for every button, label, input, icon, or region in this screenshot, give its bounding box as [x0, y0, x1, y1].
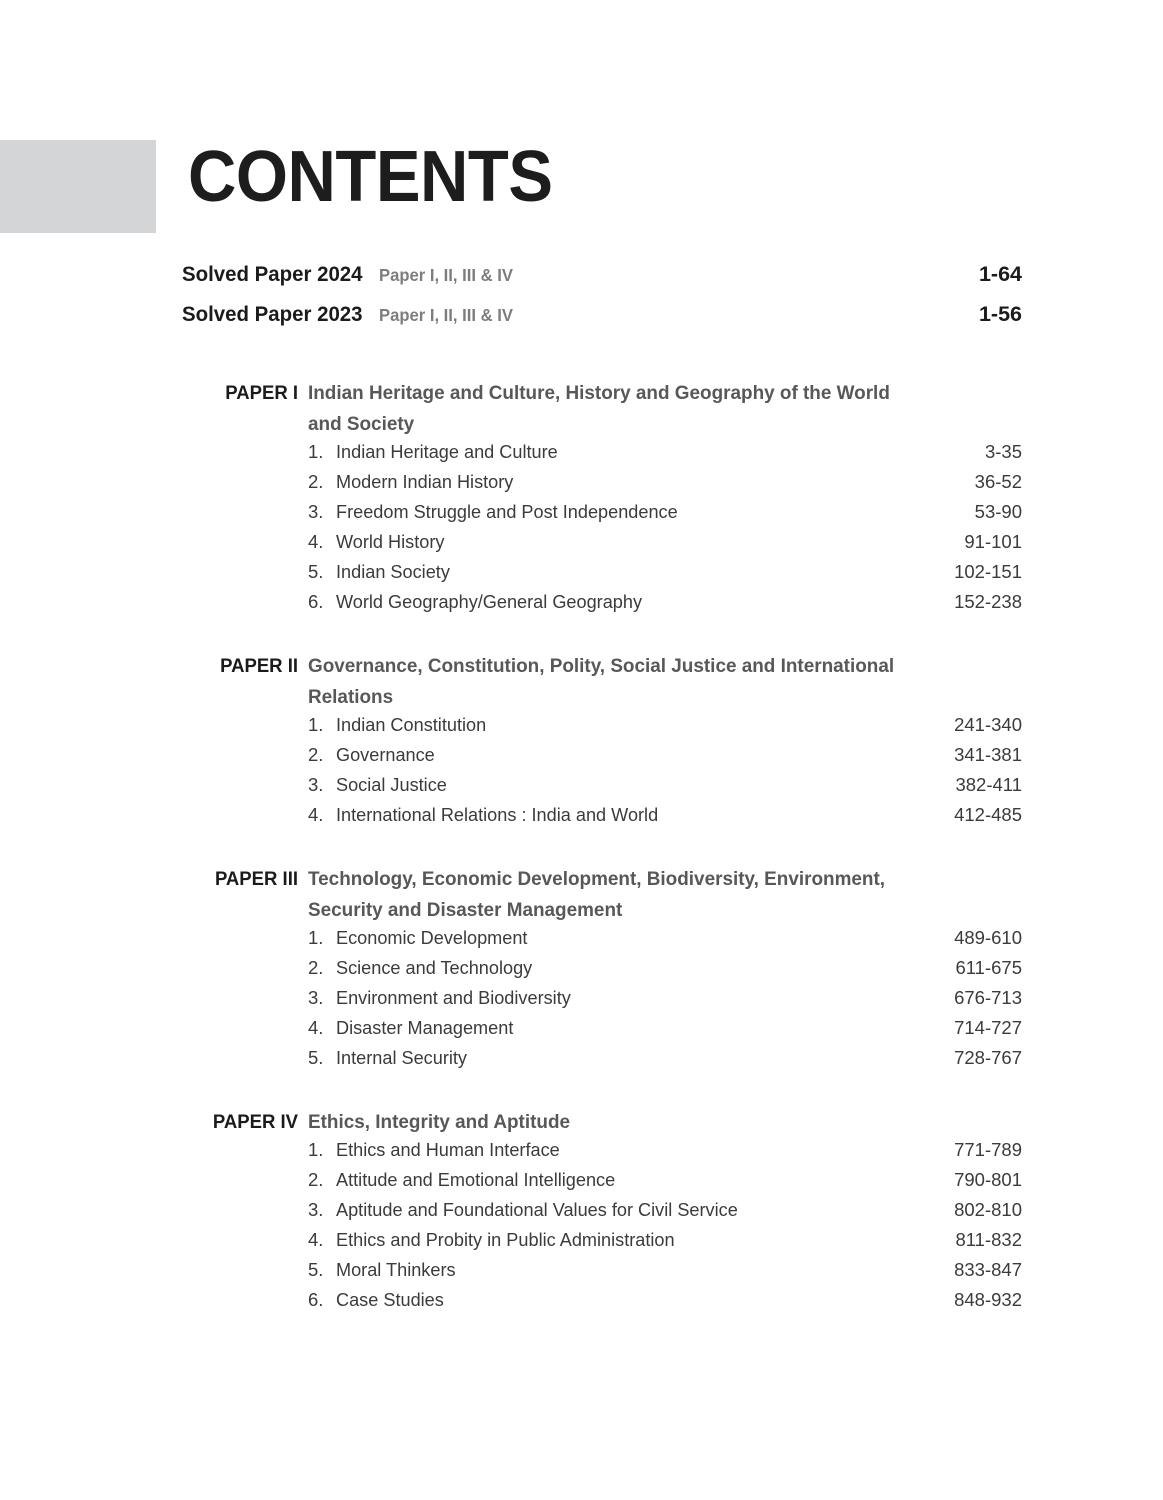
chapter-row[interactable]	[182, 1047, 1022, 1077]
chapter-row[interactable]	[182, 957, 1022, 987]
solved-paper-title: Solved Paper 2023	[182, 302, 363, 326]
chapter-pages: 152-238	[954, 591, 1022, 612]
chapter-name: Science and Technology	[336, 957, 533, 978]
chapter-name: Ethics and Human Interface	[336, 1139, 560, 1160]
chapter-pages: 802-810	[954, 1199, 1022, 1220]
solved-paper-pages: 1-56	[978, 302, 1022, 326]
chapter-row[interactable]	[182, 714, 1022, 744]
chapter-number: 5.	[308, 1259, 324, 1280]
chapter-pages: 771-789	[954, 1139, 1022, 1160]
chapter-pages: 102-151	[954, 561, 1022, 582]
paper-section-4	[182, 1107, 1022, 1319]
chapter-number: 4.	[308, 1017, 324, 1038]
chapter-name: World Geography/General Geography	[336, 591, 643, 612]
chapter-pages: 811-832	[955, 1229, 1022, 1250]
chapter-row[interactable]	[182, 1229, 1022, 1259]
chapter-row[interactable]	[182, 1259, 1022, 1289]
chapter-pages: 53-90	[974, 501, 1022, 522]
solved-paper-subtitle: Paper I, II, III & IV	[379, 265, 514, 285]
paper-label: PAPER IV	[212, 1111, 298, 1133]
chapter-name: Aptitude and Foundational Values for Civil Service	[336, 1199, 738, 1220]
page-title: CONTENTS	[188, 137, 553, 217]
chapter-number: 4.	[308, 1229, 324, 1250]
chapter-name: Modern Indian History	[336, 471, 514, 492]
chapter-row[interactable]	[182, 744, 1022, 774]
chapter-number: 1.	[308, 714, 324, 735]
chapter-row[interactable]	[182, 804, 1022, 834]
chapter-name: Social Justice	[336, 774, 447, 795]
chapter-pages: 341-381	[954, 744, 1022, 765]
chapter-pages: 3-35	[984, 441, 1022, 462]
chapter-number: 3.	[308, 774, 324, 795]
chapter-row[interactable]	[182, 1017, 1022, 1047]
chapter-pages: 790-801	[954, 1169, 1022, 1190]
paper-section-3	[182, 864, 1022, 1077]
chapter-pages: 676-713	[954, 987, 1022, 1008]
chapter-row[interactable]	[182, 987, 1022, 1017]
paper-section-1	[182, 378, 1022, 621]
chapter-name: Environment and Biodiversity	[336, 987, 571, 1008]
chapter-row[interactable]	[182, 501, 1022, 531]
paper-title: Indian Heritage and Culture, History and Geography of the World and Society	[308, 382, 890, 435]
chapter-name: World History	[336, 531, 445, 552]
chapter-pages: 382-411	[955, 774, 1022, 795]
chapter-number: 2.	[308, 1169, 324, 1190]
chapter-row[interactable]	[182, 531, 1022, 561]
chapter-pages: 36-52	[974, 471, 1022, 492]
chapter-pages: 728-767	[954, 1047, 1022, 1068]
chapter-number: 5.	[308, 561, 324, 582]
chapter-row[interactable]	[182, 1289, 1022, 1319]
chapter-pages: 714-727	[954, 1017, 1022, 1038]
chapter-name: Freedom Struggle and Post Independence	[336, 501, 678, 522]
chapter-pages: 241-340	[954, 714, 1022, 735]
chapter-list	[182, 1139, 1022, 1319]
chapter-list	[182, 927, 1022, 1077]
chapter-name: International Relations : India and World	[336, 804, 659, 825]
chapter-row[interactable]	[182, 471, 1022, 501]
chapter-pages: 611-675	[955, 957, 1022, 978]
solved-paper-subtitle: Paper I, II, III & IV	[379, 305, 514, 325]
chapter-row[interactable]	[182, 591, 1022, 621]
chapter-row[interactable]	[182, 1199, 1022, 1229]
chapter-pages: 848-932	[954, 1289, 1022, 1310]
paper-title: Governance, Constitution, Polity, Social Justice and International Relations	[308, 655, 895, 708]
paper-label: PAPER I	[225, 382, 298, 404]
chapter-number: 2.	[308, 744, 324, 765]
chapter-row[interactable]	[182, 1139, 1022, 1169]
solved-paper-pages: 1-64	[978, 262, 1022, 286]
chapter-list	[182, 714, 1022, 834]
chapter-number: 2.	[308, 471, 324, 492]
chapter-number: 1.	[308, 441, 324, 462]
chapter-number: 1.	[308, 1139, 324, 1160]
paper-heading[interactable]	[182, 864, 1022, 926]
solved-paper-row[interactable]	[182, 302, 1022, 342]
chapter-number: 4.	[308, 531, 324, 552]
chapter-number: 3.	[308, 1199, 324, 1220]
chapter-row[interactable]	[182, 441, 1022, 471]
paper-title: Technology, Economic Development, Biodiversity, Environment, Security and Disaster Management	[308, 868, 886, 921]
title-accent-block	[0, 140, 156, 233]
chapter-number: 3.	[308, 987, 324, 1008]
paper-title: Ethics, Integrity and Aptitude	[308, 1111, 571, 1133]
paper-heading[interactable]	[182, 378, 1022, 440]
table-of-contents	[182, 262, 1022, 1335]
chapter-number: 5.	[308, 1047, 324, 1068]
chapter-list	[182, 441, 1022, 621]
chapter-pages: 489-610	[954, 927, 1022, 948]
chapter-row[interactable]	[182, 1169, 1022, 1199]
chapter-number: 6.	[308, 1289, 324, 1310]
chapter-number: 3.	[308, 501, 324, 522]
paper-label: PAPER III	[214, 868, 298, 890]
solved-paper-row[interactable]	[182, 262, 1022, 302]
chapter-row[interactable]	[182, 927, 1022, 957]
chapter-name: Indian Constitution	[336, 714, 487, 735]
solved-paper-title: Solved Paper 2024	[182, 262, 363, 286]
chapter-name: Indian Society	[336, 561, 450, 582]
chapter-pages: 833-847	[954, 1259, 1022, 1280]
chapter-row[interactable]	[182, 561, 1022, 591]
chapter-number: 2.	[308, 957, 324, 978]
chapter-name: Attitude and Emotional Intelligence	[336, 1169, 616, 1190]
chapter-number: 6.	[308, 591, 324, 612]
chapter-name: Moral Thinkers	[336, 1259, 456, 1280]
chapter-name: Ethics and Probity in Public Administration	[336, 1229, 675, 1250]
paper-section-2	[182, 651, 1022, 834]
chapter-name: Internal Security	[336, 1047, 468, 1068]
chapter-name: Economic Development	[336, 927, 528, 948]
chapter-name: Case Studies	[336, 1289, 444, 1310]
paper-heading[interactable]	[182, 651, 1022, 713]
chapter-number: 1.	[308, 927, 324, 948]
chapter-name: Governance	[336, 744, 435, 765]
chapter-name: Indian Heritage and Culture	[336, 441, 558, 462]
paper-label: PAPER II	[220, 655, 298, 677]
chapter-pages: 91-101	[964, 531, 1022, 552]
paper-heading[interactable]	[182, 1107, 1022, 1138]
chapter-name: Disaster Management	[336, 1017, 514, 1038]
chapter-number: 4.	[308, 804, 324, 825]
chapter-row[interactable]	[182, 774, 1022, 804]
chapter-pages: 412-485	[954, 804, 1022, 825]
